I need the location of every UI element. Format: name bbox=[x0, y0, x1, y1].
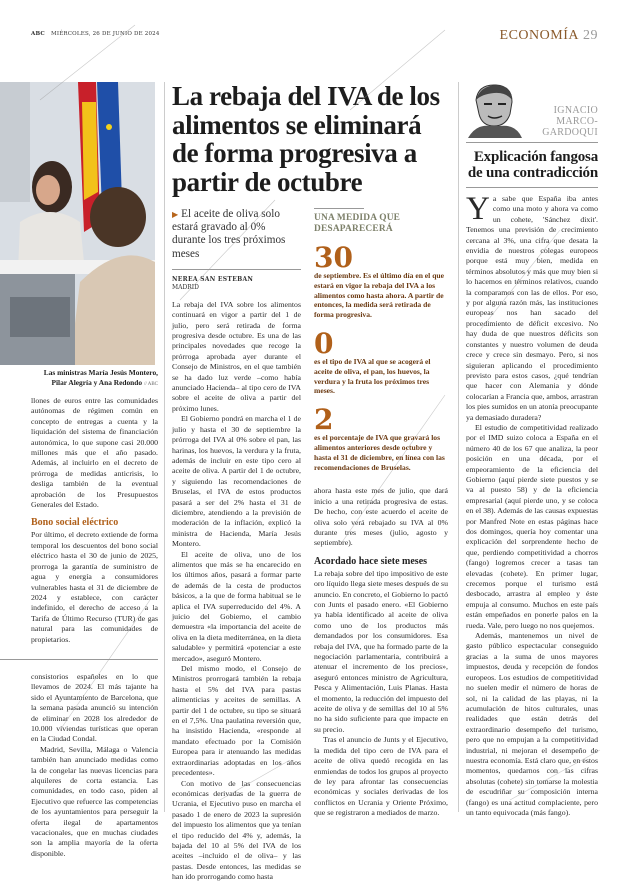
author-portrait-illustration bbox=[466, 82, 524, 138]
caption-text: Las ministras María Jesús Montero, Pilar Alegría y Ana Redondo bbox=[43, 368, 158, 387]
paragraph: La rebaja sobre del tipo impositivo de este oro líquido llega siete meses después de su anuncio. En concreto, el Gobierno lo pactó con Junts el pasado enero. «El Gobierno ya había identificado al aceite de oliva como uno de los productos más demandados por los consumidores. Esa rebaja del IVA, que ha formado parte de la negociación parlamentaria, contribuirá a atenuar el incremento de los precios», aseguró entonces ministro de Agricultura, Pesca y Alimentación, Luis Planas. Hasta el momento, la reducción del impuesto del aceite de oliva y de semillas del 10 al 5% no ha sido suficiente para que impacte en su precio. bbox=[314, 568, 448, 734]
fact-number: 30 bbox=[314, 241, 353, 274]
paragraph: Tras el anuncio de Junts y el Ejecutivo, la medida del tipo cero de IVA para el aceite de oliva quedó recogida en las enmiendas de todos los grupos al proyecto de ley para afrontar las consecuencias económicas y sociales derivadas de los conflictos en Ucrania y Oriente Próximo, que se registraron a mediados de marzo. bbox=[314, 735, 448, 818]
paragraph: Madrid, Sevilla, Málaga o Valencia también han anunciado medidas como la de congelar las nuevas licencias para alquileres de corta estancia. Las comunidades, en todo caso, piden al Ejecutivo que refuerce las competencias de los ayuntamientos para perseguir la oferta ilegal de apartamentos vacacionales, que en muchas ciudades son la amplia mayoría de la oferta disponible. bbox=[31, 744, 158, 858]
arrow-bullet-icon: ▶ bbox=[172, 210, 179, 219]
paragraph: Por último, el decreto extiende de forma temporal los descuentos del bono social eléctrico hasta el 30 de junio de 2025, prorroga la garantía de suministro de agua y energía a consumidores vulnerables hasta el 31 de diciembre de 2024 y establece, con carácter indefinido, el derecho de acceso a la Tarifa de Último Recurso (TUR) de gas natural para las comunidades de propietarios. bbox=[31, 530, 158, 644]
main-article bbox=[172, 82, 448, 883]
subheadline bbox=[172, 208, 301, 261]
article-column-2-wrap bbox=[314, 208, 448, 883]
divider bbox=[466, 142, 598, 143]
fact-30 bbox=[314, 241, 448, 320]
opinion-header bbox=[466, 82, 598, 138]
paragraph: ahora hasta este mes de julio, que dará inicio a una retirada progresiva de estas. De hecho, con este acuerdo el aceite de oliva solo verá rebajado su IVA al 0% durante tres meses (julio, agosto y septiembre). bbox=[314, 486, 448, 548]
paragraph: consistorios españoles en lo que llevamos de 2024. El más tajante ha sido el Ayuntamiento de Barcelona, que la semana pasada anunció su intención de eliminar en 2028 los alrededor de 10.000 viviendas turísticas que operan en la Ciudad Condal. bbox=[31, 671, 158, 744]
column-divider bbox=[458, 82, 459, 812]
subheadline-text: El aceite de oliva solo estará gravado al 0% durante los tres próximos meses bbox=[172, 208, 286, 260]
fact-number: 0 bbox=[314, 326, 334, 360]
opinion-column bbox=[466, 82, 598, 818]
page-header bbox=[31, 31, 160, 37]
divider bbox=[0, 659, 158, 660]
fact-text: es el porcentaje de IVA que gravará los alimentos anteriores desde octubre y hasta el 31 de diciembre, en línea con las recomendaciones de Bruselas. bbox=[314, 433, 445, 472]
left-column-bottom bbox=[31, 672, 158, 859]
fact-0 bbox=[314, 326, 448, 396]
issue-date: MIÉRCOLES, 26 DE JUNIO DE 2024 bbox=[51, 31, 160, 37]
opinion-author: IGNACIO MARCO-GARDOQUI bbox=[542, 105, 598, 138]
opinion-body bbox=[466, 191, 598, 818]
divider bbox=[466, 187, 598, 188]
fact-text: de septiembre. Es el último día en el que estará en vigor la rebaja del IVA a los alimentos como hasta ahora. A partir de entonces, la medida será retirada de forma progresiva. bbox=[314, 271, 445, 320]
brand: ABC bbox=[31, 31, 45, 37]
article-column-2 bbox=[314, 486, 448, 818]
paragraph: El Gobierno pondrá en marcha el 1 de julio y hasta el 30 de septiembre la prórroga del IVA al 0% sobre el pan, las harinas, los huevos, la verdura y la fruta, además de incluir en este tipo cero al aceite de oliva. A partir del 1 de octubre, y siguiendo las recomendaciones de Bruselas, el IVA de estos productos pasará a ser del 2% hasta el 31 de diciembre, atendiendo a la previsión de moderación de la inflación, explicó la ministra de Hacienda, María Jesús Montero. bbox=[172, 414, 301, 549]
article-column-1 bbox=[172, 300, 301, 883]
paragraph: llones de euros entre las comunidades autónomas de régimen común en concepto de entregas a cuenta y la liquidación del sistema de financiación autonómica, lo que supone casi 20.000 millones más que el año pasado. Además, al incluirlo en el decreto de prórroga de medidas anticrisis, lo desliga también de la eventual aprobación de los Presupuestos Generales del Estado. bbox=[31, 396, 158, 510]
paragraph bbox=[466, 191, 598, 423]
photo-caption bbox=[31, 368, 158, 389]
article-columns bbox=[172, 208, 448, 883]
left-column bbox=[31, 82, 158, 859]
section-label bbox=[500, 28, 598, 44]
paragraph: Del mismo modo, el Consejo de Ministros prorrogará también la rebaja hasta el 5% del IVA para pastas alimenticias y aceites de semillas. A partir del 1 de octubre, su tipo se situará en el 7,5%. Una paulatina reversión que, ha insistido Hacienda, «responde al mandato efectuado por la Comisión Europea para ir atenuando las medidas extraordinarias adoptadas en los años precedentes». bbox=[172, 664, 301, 778]
subheading-acordado: Acordado hace siete meses bbox=[314, 555, 428, 567]
author-name: NEREA SAN ESTEBAN bbox=[172, 275, 254, 283]
fact-2 bbox=[314, 403, 448, 472]
photo-credit: // ABC bbox=[143, 381, 158, 387]
paragraph: Con motivo de las consecuencias económicas derivadas de la guerra de Ucrania, el Ejecutivo puso en marcha el pasado 1 de enero de 2023 la supresión del impuesto los alimentos que ya tenían el tipo reducido del 4% y, además, la bajada del 10 al 5% del IVA de los aceites –incluido el de oliva– y las pastas. Desde entonces, las medidas se han ido prorrogando como hasta bbox=[172, 778, 301, 882]
article-column-1-wrap bbox=[172, 208, 301, 883]
dateline: MADRID bbox=[172, 283, 199, 291]
divider bbox=[314, 208, 364, 209]
byline bbox=[172, 276, 301, 292]
column-divider bbox=[164, 82, 165, 812]
opinion-title: Explicación fangosa de una contradicción bbox=[467, 149, 598, 181]
fact-number: 2 bbox=[314, 403, 334, 437]
news-photo bbox=[0, 82, 155, 365]
sidebar-title: UNA MEDIDA QUE DESAPARECERÁ bbox=[314, 213, 401, 234]
paragraph: El estudio de competitividad realizado por el IMD suizo coloca a España en el número 40 de los 67 que analiza, la peor posición en una década, por el empeoramiento de la eficiencia del Gobierno (aquí pierde siete puestos y se va al puesto 58) y de la eficiencia empresarial (aquí pierde uno, y se coloca en el 38). Además de las causas expuestas por Manfred Note en estas páginas hace dos domingos, quería hoy comentar una explicación del sorprendente hecho de que, perdiendo competitividad a chorros (fango) logremos crecer a tasas tan elevadas (cohete). En primer lugar, crecemos porque el turismo está desbocado, arrastra al empleo y éste empuja al consumo. Muchos en este país están empeñados en ponerle palos en la rueda. Vale, pero luego no nos quejemos. bbox=[466, 422, 598, 630]
dropcap: Y bbox=[466, 191, 490, 227]
section-name: ECONOMÍA bbox=[499, 28, 579, 43]
left-column-top bbox=[31, 396, 158, 645]
ministers-photo-illustration bbox=[0, 82, 155, 365]
divider bbox=[172, 269, 301, 270]
subheading-bono-social: Bono social eléctrico bbox=[31, 517, 119, 529]
paragraph: Además, mantenemos un nivel de gasto público espectacular conseguido gracias a la suma de unos mayores impuestos, deuda y recepción de fondos europeos. Los estudios de competitividad no suelen medir el número de horas de sol, ni la calidad de las playas, ni la acumulación de hitos culturales, unas realidades que están detrás del extraordinario desempeño del turismo, pero que no empujan a la competitividad industrial, ni mejoran el desempeño de nuestra economía. Está claro que, en estos momentos, quedarnos con las cifras absolutas (cohete) sin tomarse la molestia de escudriñar su composición interna (fango) es una actitud complaciente, pero un tanto equivocada (más fango). bbox=[466, 631, 598, 817]
page-number: 29 bbox=[583, 28, 598, 43]
paragraph: La rebaja del IVA sobre los alimentos continuará en vigor a partir del 1 de julio, pero será retirada de forma progresiva desde octubre. Es una de las principales novedades que recoge la prórroga aprobada ayer durante el Consejo de Ministros, en el que también se ha dado luz verde –como había anunciado Hacienda– al tipo cero de IVA sobre el aceite de oliva a partir del próximo lunes. bbox=[172, 299, 301, 413]
headline: La rebaja del IVA de los alimentos se eliminará de forma progresiva a partir de octubre bbox=[172, 81, 440, 197]
paragraph-text: a sabe que España iba antes como una moto y ahora va como un cohete, 'Sánchez dixit'. Tenemos una previsión de crecimiento cercana al 3%, una cifra que desata la envidia de nuestros colegas europeos porque está muy bien, medida en términos absolutos y más que muy bien si lo hacemos en términos relativos, cuando la comparamos con las de ellos. Por eso, y por alguna razón más, las instituciones europeas nos han sacado del procedimiento de déficit excesivo. No hay duda de que nuestros déficits son constantes y nuestro volumen de deuda crece y crece sin desmayo. Pero, si nos siguieran aplicando el procedimiento previsto para estos casos, ¿qué tendrían que hacer con Alemania y dónde colocarían a Francia que, ambos, arrastran los pies sumidos en un atonía preocupante ya demasiado duradera? bbox=[466, 194, 598, 422]
paragraph: El aceite de oliva, uno de los alimentos que más se ha encarecido en los últimos años, pasará a formar parte de además de la cesta de productos básicos, a la que de forma habitual se le aplica el IVA superreducido del 4%. A juicio del Gobierno, el cambio demuestra «la importancia del aceite de oliva en la dieta mediterránea, en la dieta saludable» y permitirá «potenciar a este mercado», aseguró Montero. bbox=[172, 549, 301, 663]
fact-text: es el tipo de IVA al que se acogerá el aceite de oliva, el pan, los huevos, la verdura y la fruta los próximos tres meses. bbox=[314, 356, 431, 396]
